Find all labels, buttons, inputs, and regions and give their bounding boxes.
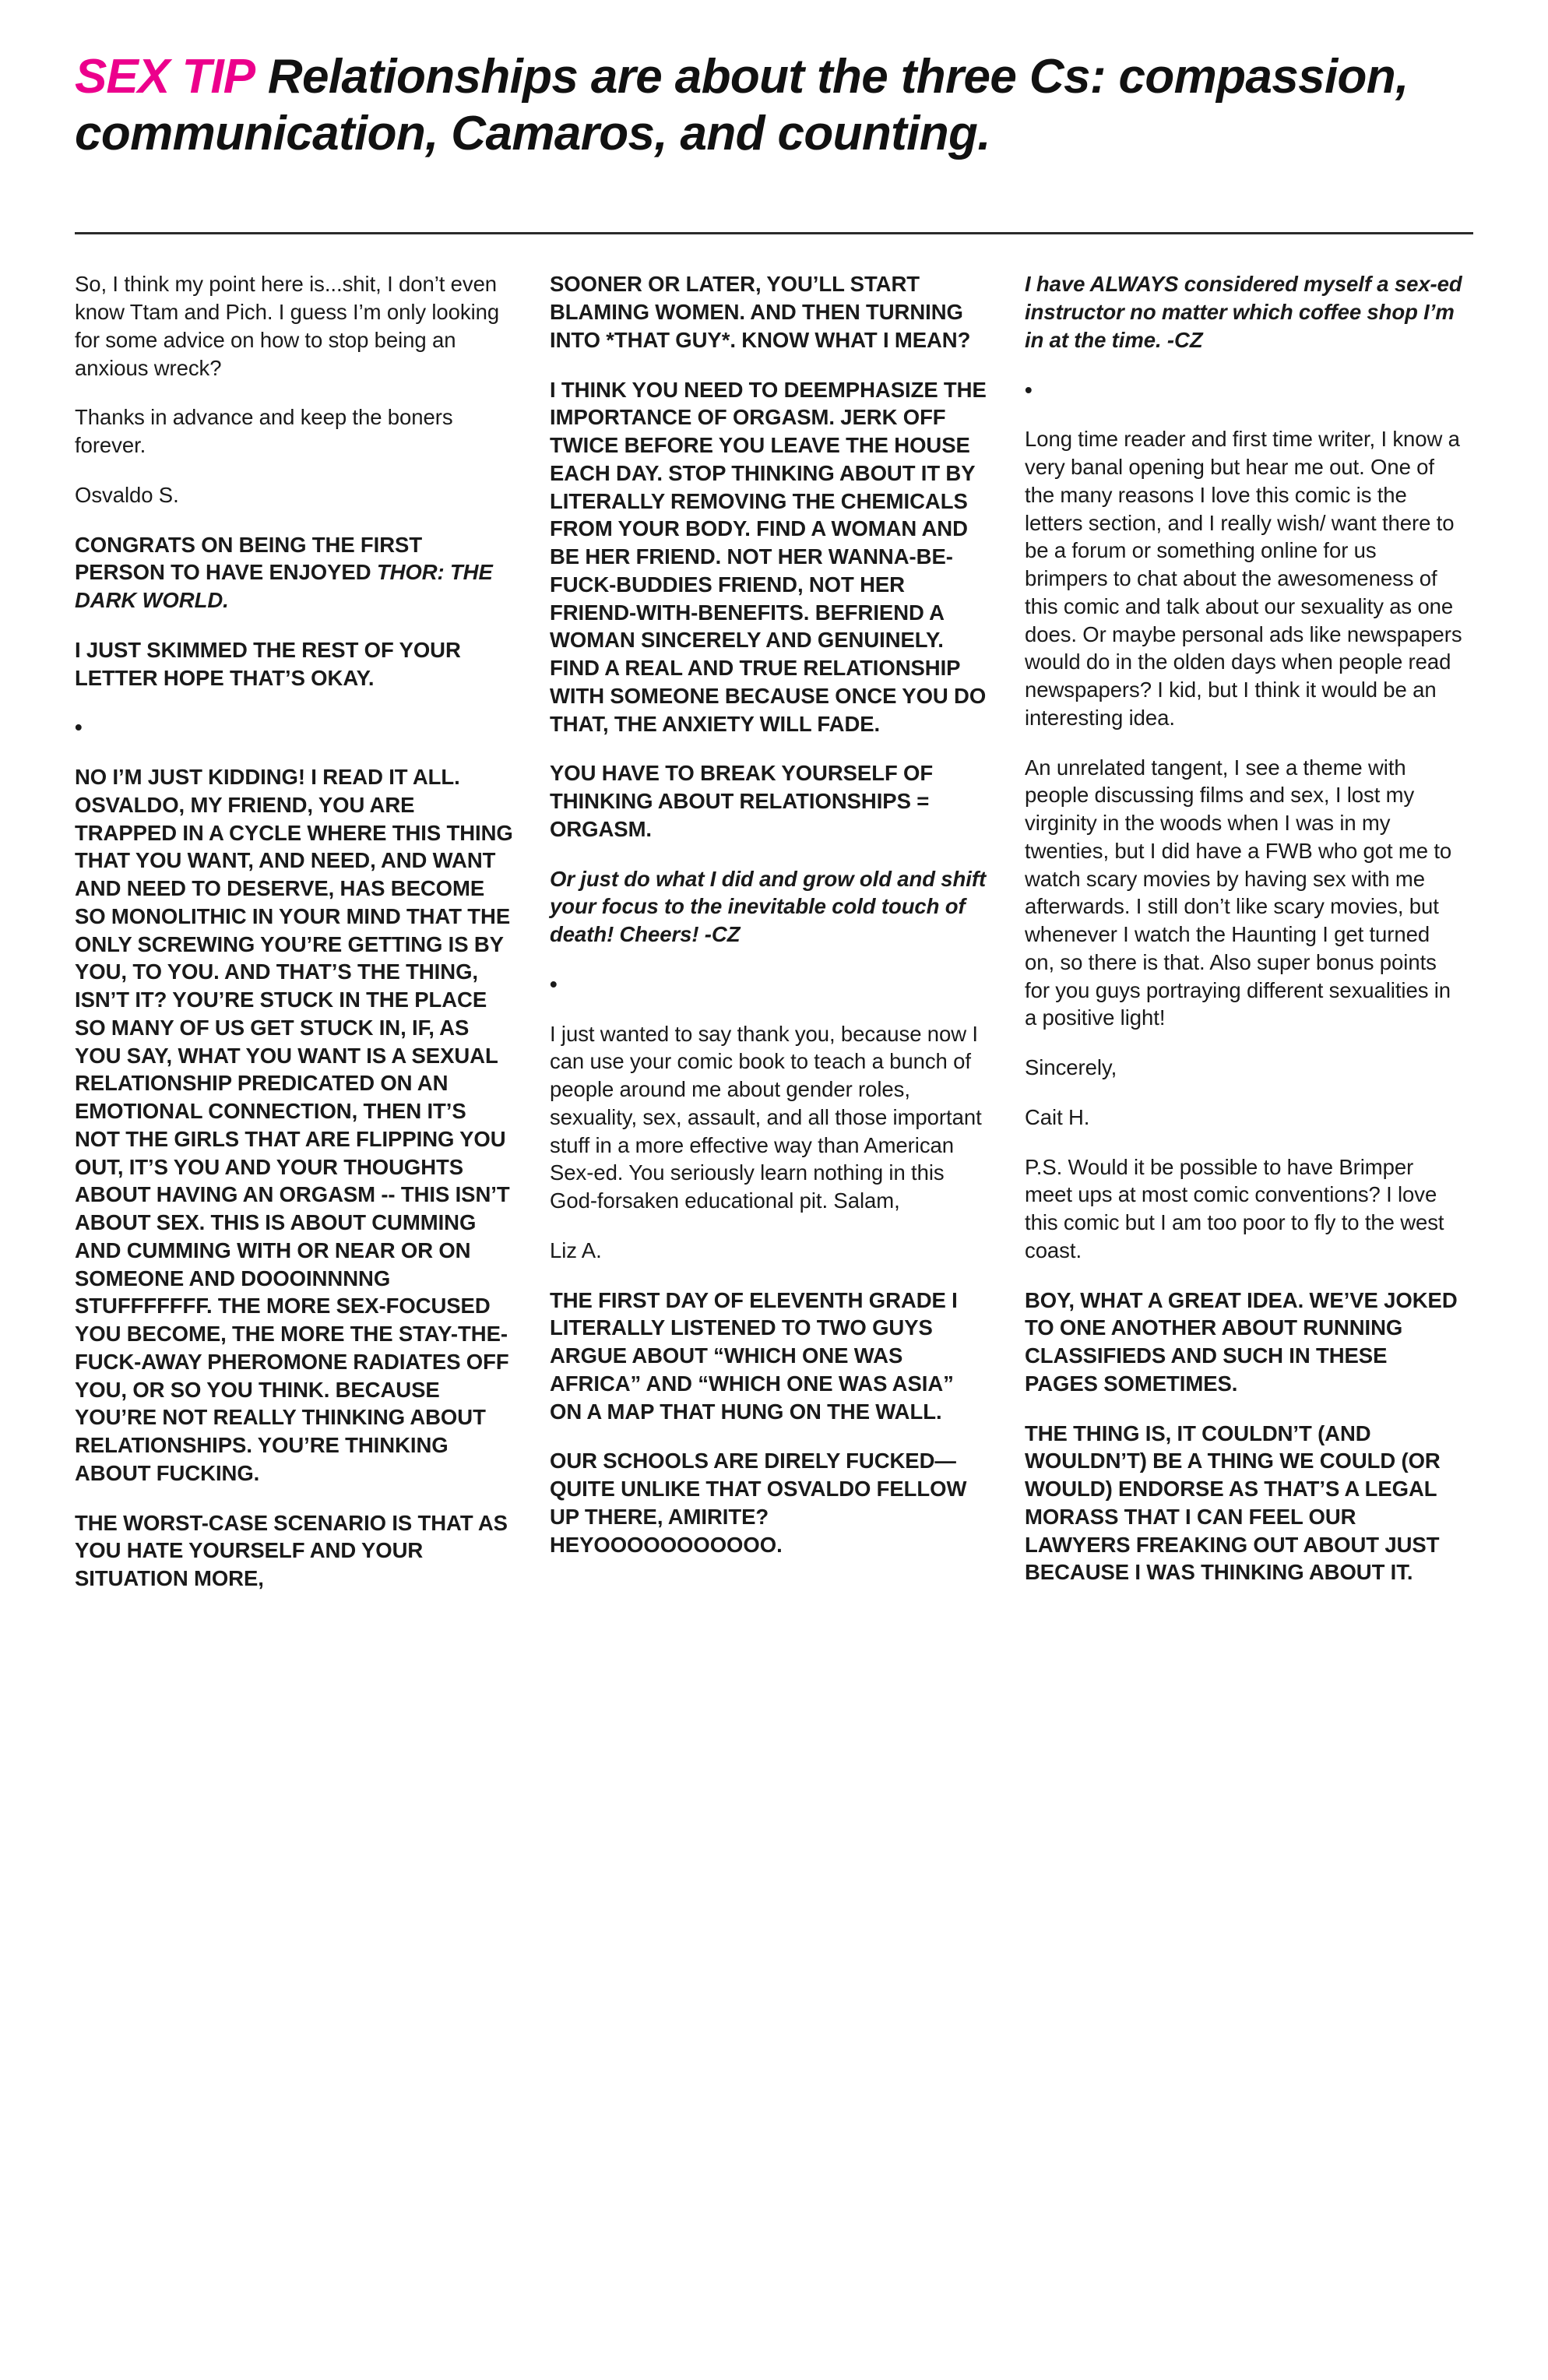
- letter-paragraph: NO I’M JUST KIDDING! I READ IT ALL. OSVALDO, MY FRIEND, YOU ARE TRAPPED IN A CYCLE WHERE THIS THING THAT YOU WANT, AND NEED, AND WANT AND NEED TO DESERVE, HAS BECOME SO MONOLITHIC IN YOUR MIND THAT THE ONLY SCREWING YOU’RE GETTING IS BY YOU, TO YOU. AND THAT’S THE THING, ISN’T IT? YOU’RE STUCK IN THE PLACE SO MANY OF US GET STUCK IN, IF, AS YOU SAY, WHAT YOU WANT IS A SEXUAL RELATIONSHIP PREDICATED ON AN EMOTIONAL CONNECTION, THEN IT’S NOT THE GIRLS THAT ARE FLIPPING YOU OUT, IT’S YOU AND YOUR THOUGHTS ABOUT HAVING AN ORGASM -- THIS ISN’T ABOUT SEX. THIS IS ABOUT CUMMING AND CUMMING WITH OR NEAR OR ON SOMEONE AND DOOOINNNNG STUFFFFFFF. THE MORE SEX-FOCUSED YOU BECOME, THE MORE THE STAY-THE-FUCK-AWAY PHEROMONE RADIATES OFF YOU, OR SO YOU THINK. BECAUSE YOU’RE NOT REALLY THINKING ABOUT RELATIONSHIPS. YOU’RE THINKING ABOUT FUCKING.: [75, 765, 513, 1485]
- letter-paragraph: An unrelated tangent, I see a theme with people discussing films and sex, I lost my virginity in the woods when I was in my twenties, but I did have a FWB who got me to watch scary movies by having sex with me afterwards. I still don’t like scary movies, but whenever I watch the Haunting I get turned on, so there is that. Also super bonus points for you guys portraying different sexualities in a positive light!: [1025, 755, 1452, 1030]
- letter-paragraph: THE FIRST DAY OF ELEVENTH GRADE I LITERALLY LISTENED TO TWO GUYS ARGUE ABOUT “WHICH ONE WAS AFRICA” AND “WHICH ONE WAS ASIA” ON A MAP THAT HUNG ON THE WALL.: [550, 1287, 958, 1424]
- letter-paragraph: Cait H.: [1025, 1104, 1090, 1129]
- letter-paragraph: I JUST SKIMMED THE REST OF YOUR LETTER HOPE THAT’S OKAY.: [75, 637, 461, 690]
- letter-paragraph: YOU HAVE TO BREAK YOURSELF OF THINKING ABOUT RELATIONSHIPS = ORGASM.: [550, 761, 934, 841]
- headline-text: Relationships are about the three Cs: compassion, communication, Camaros, and counting.: [75, 50, 1409, 161]
- header-divider: [75, 232, 1473, 234]
- column-3: [1025, 270, 1464, 1608]
- letter-paragraph: P.S. Would it be possible to have Brimper meet ups at most comic conventions? I love this comic but I am too poor to fly to the west coast.: [1025, 1154, 1444, 1262]
- letter-paragraph: THE WORST-CASE SCENARIO IS THAT AS YOU HATE YOURSELF AND YOUR SITUATION MORE,: [75, 1510, 508, 1591]
- letter-paragraph: BOY, WHAT A GREAT IDEA. WE’VE JOKED TO ONE ANOTHER ABOUT RUNNING CLASSIFIEDS AND SUCH IN THESE PAGES SOMETIMES.: [1025, 1287, 1458, 1396]
- letter-paragraph: OUR SCHOOLS ARE DIRELY FUCKED—QUITE UNLIKE THAT OSVALDO FELLOW UP THERE, AMIRITE? HEYOOOOOOOOOOO.: [550, 1449, 967, 1557]
- paragraph-separator-bullet: •: [1025, 377, 1033, 402]
- letter-paragraph: SOONER OR LATER, YOU’LL START BLAMING WOMEN. AND THEN TURNING INTO *THAT GUY*. KNOW WHAT I MEAN?: [550, 272, 971, 352]
- letter-paragraph: Sincerely,: [1025, 1055, 1117, 1080]
- paragraph-separator-bullet: •: [550, 971, 558, 996]
- column-2: [550, 270, 989, 1580]
- page-title: [75, 48, 1445, 162]
- letter-paragraph: Or just do what I did and grow old and shift your focus to the inevitable cold touch of death! Cheers! -CZ: [550, 866, 987, 947]
- page-header: [75, 0, 1473, 234]
- letter-paragraph: Osvaldo S.: [75, 482, 179, 507]
- letter-paragraph: CONGRATS ON BEING THE FIRST PERSON TO HAVE ENJOYED THOR: THE DARK WORLD.: [75, 532, 493, 613]
- letter-paragraph: Thanks in advance and keep the boners forever.: [75, 405, 453, 458]
- paragraph-separator-bullet: •: [75, 715, 83, 740]
- letter-paragraph: THE THING IS, IT COULDN’T (AND WOULDN’T) BE A THING WE COULD (OR WOULD) ENDORSE AS THAT’S A LEGAL MORASS THAT I CAN FEEL OUR LAWYERS FREAKING OUT ABOUT JUST BECAUSE I WAS THINKING ABOUT IT.: [1025, 1421, 1441, 1585]
- letter-paragraph: I THINK YOU NEED TO DEEMPHASIZE THE IMPORTANCE OF ORGASM. JERK OFF TWICE BEFORE YOU LEAVE THE HOUSE EACH DAY. STOP THINKING ABOUT IT BY LITERALLY REMOVING THE CHEMICALS FROM YOUR BODY. FIND A WOMAN AND BE HER FRIEND. NOT HER WANNA-BE-FUCK-BUDDIES FRIEND, NOT HER FRIEND-WITH-BENEFITS. BEFRIEND A WOMAN SINCERELY AND GENUINELY. FIND A REAL AND TRUE RELATIONSHIP WITH SOMEONE BECAUSE ONCE YOU DO THAT, THE ANXIETY WILL FADE.: [550, 377, 987, 736]
- sex-tip-kicker: SEX TIP: [75, 50, 255, 104]
- letter-paragraph: I have ALWAYS considered myself a sex-ed instructor no matter which coffee shop I’m in at the time. -CZ: [1025, 272, 1462, 352]
- letter-paragraph: So, I think my point here is...shit, I don’t even know Ttam and Pich. I guess I’m only looking for some advice on how to stop being an anxious wreck?: [75, 272, 500, 380]
- letter-paragraph: Long time reader and first time writer, I know a very banal opening but hear me out. One of the many reasons I love this comic is the letters section, and I really wish/ want there to be a forum or something online for us brimpers to chat about the awesomeness of this comic and talk about our sexuality as one does. Or maybe personal ads like newspapers would do in the olden days when people read newspapers? I kid, but I think it would be an interesting idea.: [1025, 427, 1462, 730]
- movie-title-italic: THOR: THE DARK WORLD.: [75, 560, 493, 613]
- letter-paragraph: Liz A.: [550, 1238, 602, 1262]
- letter-paragraph: I just wanted to say thank you, because now I can use your comic book to teach a bunch of people around me about gender roles, sexuality, sex, assault, and all those important stuff in a more effective way than American Sex-ed. You seriously learn nothing in this God-forsaken educational pit. Salam,: [550, 1021, 982, 1213]
- column-1: [75, 270, 514, 1614]
- letters-columns: [75, 270, 1473, 1614]
